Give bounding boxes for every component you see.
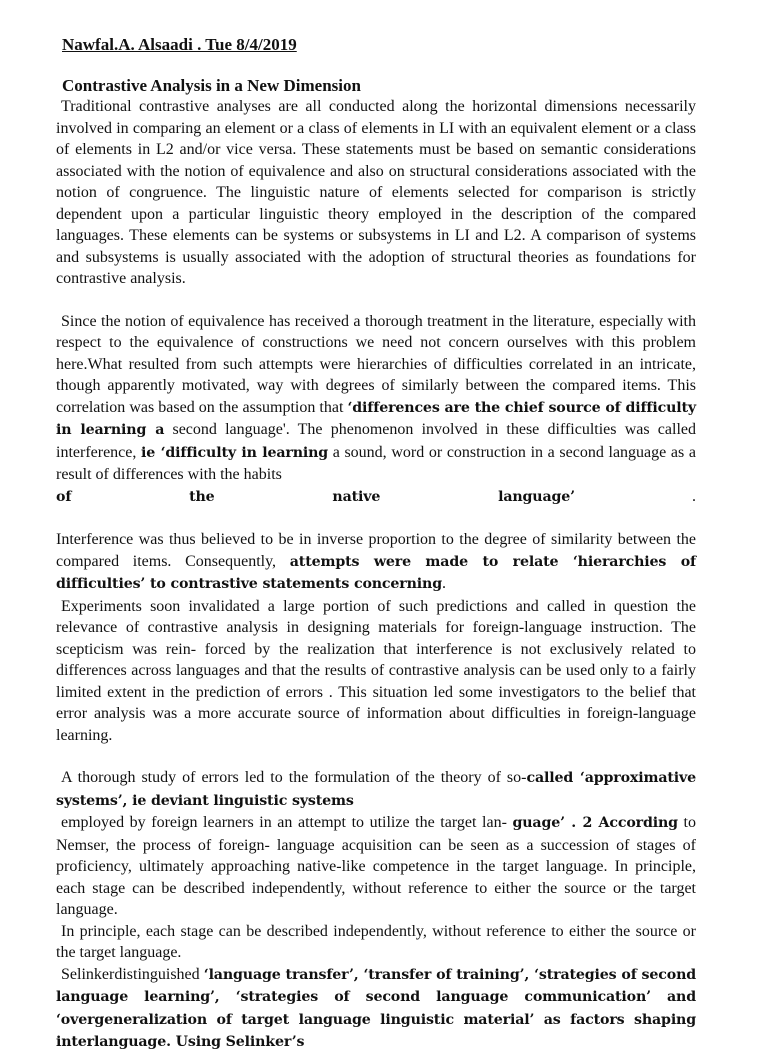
paragraph-7: In principle, each stage can be described independently, without reference to either the source or the target language.	[56, 922, 696, 961]
paragraph-1: Traditional contrastive analyses are all conducted along the horizontal dimensions necessarily involved in comparing an element or a class of elements in LI with an equivalent element or a class of elements in L2 and/or vice versa. These statements must be based on semantic considerations associated with the notion of equivalence and also on structural considerations associated with the notion of congruence. The linguistic nature of elements selected for comparison is strictly dependent upon a particular linguistic theory employed in the description of the compared languages. These elements can be systems or subsystems in LI and L2. A comparison of systems and subsystems is usually associated with the adoption of structural theories as foundations for contrastive analysis.	[56, 98, 696, 287]
paragraph-5-text-a: A thorough study of errors led to the formulation of the theory of so-	[61, 769, 527, 786]
paragraph-2	[56, 311, 696, 486]
paragraph-2-text-c: second language'. The phenomenon involved in these difficulties was called interference,	[56, 421, 696, 461]
paragraph-gap	[56, 508, 696, 529]
document-page	[56, 34, 696, 1054]
paragraph-5-bold: called ‘approximative systems’, ie deviant linguistic systems	[56, 770, 696, 809]
paragraph-6	[56, 812, 696, 921]
author-date-line: Nawfal.A. Alsaadi . Tue 8/4/2019	[62, 35, 297, 54]
paragraph-2-text-a: Since the notion of equivalence has received a thorough treatment in the literature, especially with respect to the equivalence of constructions we need not concern ourselves with this problem here.What resulted from such attempts were hierarchies of difficulties correlated in an intricate, though apparently motivated, way with degrees of similarly between the compared items. This correlation was based on the assumption that	[56, 312, 696, 416]
paragraph-6-text-a: employed by foreign learners in an attempt to utilize the target lan-	[61, 814, 513, 831]
paragraph-8-text-a: Selinkerdistinguished	[61, 965, 204, 983]
paragraph-8-bold: ‘language transfer’, ‘transfer of training’, ‘strategies of second language learning’, ‘strategies of second language communication’ and ‘overgeneralization of target language linguistic material’ as factors shaping interlanguage. Using Selinker’s	[56, 966, 697, 1050]
paragraph-2-bold-quote: ‘differences are the chief source of difficulty in learning a	[56, 399, 696, 438]
paragraph-2-last-line	[56, 486, 696, 509]
paragraph-3-text-c: .	[441, 575, 446, 592]
paragraph-8	[56, 964, 696, 1054]
paragraph-2-text-e: a sound, word or construction in a second language as a result of differences with the habits	[56, 443, 696, 483]
paragraph-2-bold-ie: ie ‘difficulty in learning	[141, 444, 329, 461]
document-title: Contrastive Analysis in a New Dimension	[62, 75, 361, 95]
paragraph-3-text-a: Interference was thus believed to be in inverse proportion to the degree of similarity between the compared items. Consequently,	[56, 531, 696, 570]
paragraph-5	[56, 767, 696, 812]
paragraph-6-bold: guage’ . 2 According	[512, 815, 678, 831]
paragraph-2-text-g: .	[574, 487, 696, 505]
paragraph-2-bold-native: of the native language’	[56, 488, 575, 505]
paragraph-gap	[56, 290, 696, 311]
paragraph-gap	[56, 746, 696, 767]
paragraph-3	[56, 529, 696, 596]
paragraph-3-bold: attempts were made to relate ‘hierarchies of difficulties’ to contrastive statements concerning	[56, 553, 696, 592]
paragraph-4: Experiments soon invalidated a large portion of such predictions and called in question the relevance of contrastive analysis in designing materials for foreign-language instruction. The scepticism was rein- forced by the realization that interference is not exclusively related to differences across languages and that the results of contrastive analysis can be used only to a fairly limited extent in the prediction of errors . This situation led some investigators to the belief that error analysis was a more accurate source of information about difficulties in foreign-language learning.	[56, 597, 696, 744]
paragraph-6-text-c: to Nemser, the process of foreign- language acquisition can be seen as a succession of stages of proficiency, ultimately approaching native-like competence in the target language. In principle, each stage can be described independently, without reference to either the source or the target language.	[56, 814, 696, 918]
